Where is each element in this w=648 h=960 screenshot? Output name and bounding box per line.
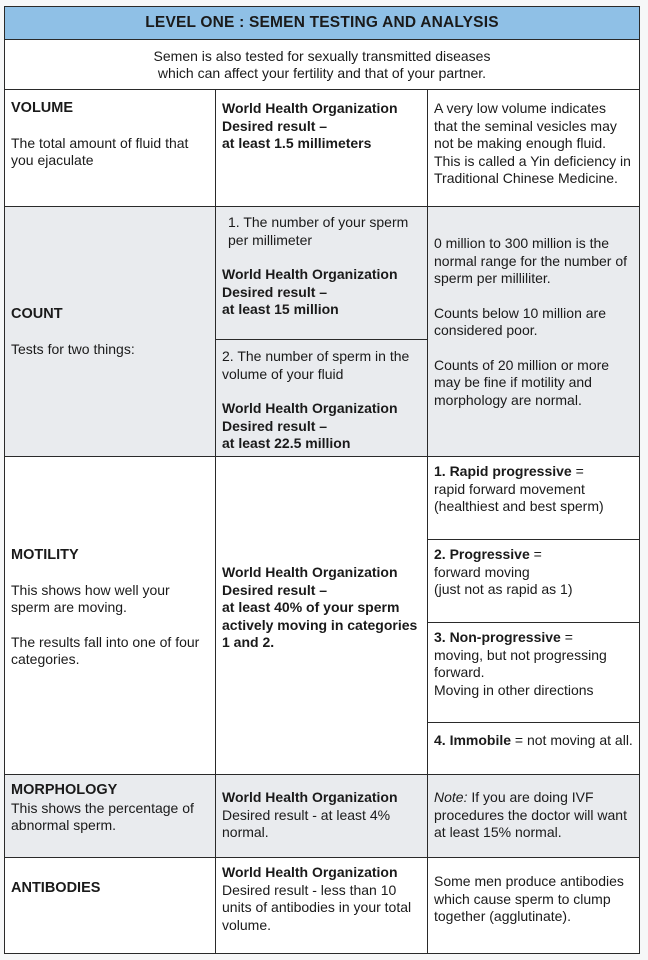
- count-test-1-text: 1. The number of your sperm per millimeter: [228, 214, 409, 248]
- morphology-desired: Desired result - at least 4% normal.: [222, 806, 391, 840]
- motility-categories-cell: [428, 457, 639, 774]
- count-test-2-desired: Desired result –: [222, 417, 328, 434]
- morphology-note-text: If you are doing IVF procedures the doctor will want at least 15% normal.: [434, 789, 627, 840]
- morphology-note-label: Note:: [434, 789, 468, 805]
- count-tests-cell: [216, 207, 428, 456]
- antibodies-desired: Desired result - less than 10 units of antibodies in your total volume.: [222, 881, 412, 933]
- motility-who: World Health Organization: [222, 564, 398, 580]
- count-note-3: Counts of 20 million or more may be fine if motility and morphology are normal.: [434, 356, 610, 408]
- volume-label-cell: [5, 90, 216, 206]
- motility-description-2: The results fall into one of four categories.: [11, 633, 200, 667]
- antibodies-who: World Health Organization: [222, 864, 398, 880]
- count-test-1: [216, 207, 427, 340]
- motility-row: [5, 457, 639, 775]
- motility-heading: MOTILITY: [11, 547, 79, 563]
- count-test-1-who: World Health Organization: [222, 266, 398, 282]
- count-heading: COUNT: [11, 306, 63, 322]
- category-1-label: 1. Rapid progressive: [434, 463, 572, 479]
- category-3-text-1: moving, but not progressing forward.: [434, 646, 607, 680]
- intro-line-2: which can affect your fertility and that of your partner.: [157, 64, 487, 81]
- volume-who-cell: [216, 90, 428, 206]
- count-row: [5, 207, 639, 457]
- intro-line-1: Semen is also tested for sexually transmitted diseases: [153, 47, 491, 64]
- category-2-text-2: (just not as rapid as 1): [434, 581, 573, 597]
- category-4-label: 4. Immobile: [434, 732, 512, 748]
- volume-target: at least 1.5 millimeters: [222, 135, 372, 151]
- morphology-row: [5, 775, 639, 858]
- count-test-2-who: World Health Organization: [222, 400, 398, 416]
- motility-category-3: 3. Non-progressive = moving, but not progressing forward. Moving in other directions: [428, 623, 639, 723]
- volume-heading: VOLUME: [11, 100, 74, 116]
- morphology-label-cell: [5, 775, 216, 857]
- antibodies-who-cell: [216, 858, 428, 953]
- antibodies-note-cell: [428, 858, 639, 953]
- volume-description: The total amount of fluid that you ejaculate: [11, 134, 189, 168]
- volume-note: A very low volume indicates that the seminal vesicles may not be making enough fluid. This is called a Yin deficiency in Traditional Chinese Medicine.: [434, 100, 631, 186]
- volume-note-cell: [428, 90, 639, 206]
- antibodies-row: [5, 858, 639, 953]
- category-2-label: 2. Progressive: [434, 546, 530, 562]
- count-description: Tests for two things:: [11, 340, 135, 357]
- count-test-2-target: at least 22.5 million: [222, 435, 351, 451]
- category-2-text-1: forward moving: [434, 563, 530, 580]
- morphology-note-cell: [428, 775, 639, 857]
- morphology-who-cell: [216, 775, 428, 857]
- count-test-1-desired: Desired result –: [222, 283, 328, 300]
- morphology-heading: MORPHOLOGY: [11, 782, 118, 798]
- antibodies-label-cell: [5, 858, 216, 953]
- morphology-who: World Health Organization: [222, 789, 398, 805]
- motility-desired: Desired result –: [222, 581, 328, 598]
- count-test-2-text: 2. The number of sperm in the volume of your fluid: [222, 348, 410, 382]
- volume-row: [5, 90, 639, 207]
- category-3-text-2: Moving in other directions: [434, 681, 594, 698]
- motility-label-cell: [5, 457, 216, 774]
- category-4-text: = not moving at all.: [514, 732, 633, 748]
- count-label-cell: [5, 207, 216, 456]
- category-1-text: rapid forward movement (healthiest and best sperm): [434, 480, 604, 514]
- motility-description-1: This shows how well your sperm are moving.: [11, 581, 170, 615]
- count-notes-cell: [428, 207, 639, 456]
- antibodies-heading: ANTIBODIES: [11, 880, 101, 896]
- semen-analysis-table: [4, 6, 640, 954]
- category-3-label: 3. Non-progressive: [434, 629, 561, 645]
- antibodies-note: Some men produce antibodies which cause sperm to clump together (agglutinate).: [434, 873, 624, 924]
- motility-who-cell: [216, 457, 428, 774]
- motility-category-4: [428, 723, 639, 774]
- volume-who: World Health Organization: [222, 100, 398, 116]
- motility-category-2: 2. Progressive = forward moving (just not as rapid as 1): [428, 540, 639, 623]
- count-test-2: [216, 340, 427, 456]
- count-test-1-target: at least 15 million: [222, 301, 339, 317]
- motility-target: at least 40% of your sperm actively moving in categories 1 and 2.: [222, 599, 418, 650]
- motility-category-1: 1. Rapid progressive = rapid forward movement (healthiest and best sperm): [428, 457, 639, 540]
- volume-desired: Desired result –: [222, 117, 328, 134]
- table-title: LEVEL ONE : SEMEN TESTING AND ANALYSIS: [5, 7, 639, 40]
- count-note-2: Counts below 10 million are considered poor.: [434, 304, 606, 338]
- intro-text: [5, 40, 639, 90]
- morphology-description: This shows the percentage of abnormal sperm.: [11, 799, 194, 833]
- count-note-1: 0 million to 300 million is the normal range for the number of sperm per milliliter.: [434, 235, 627, 286]
